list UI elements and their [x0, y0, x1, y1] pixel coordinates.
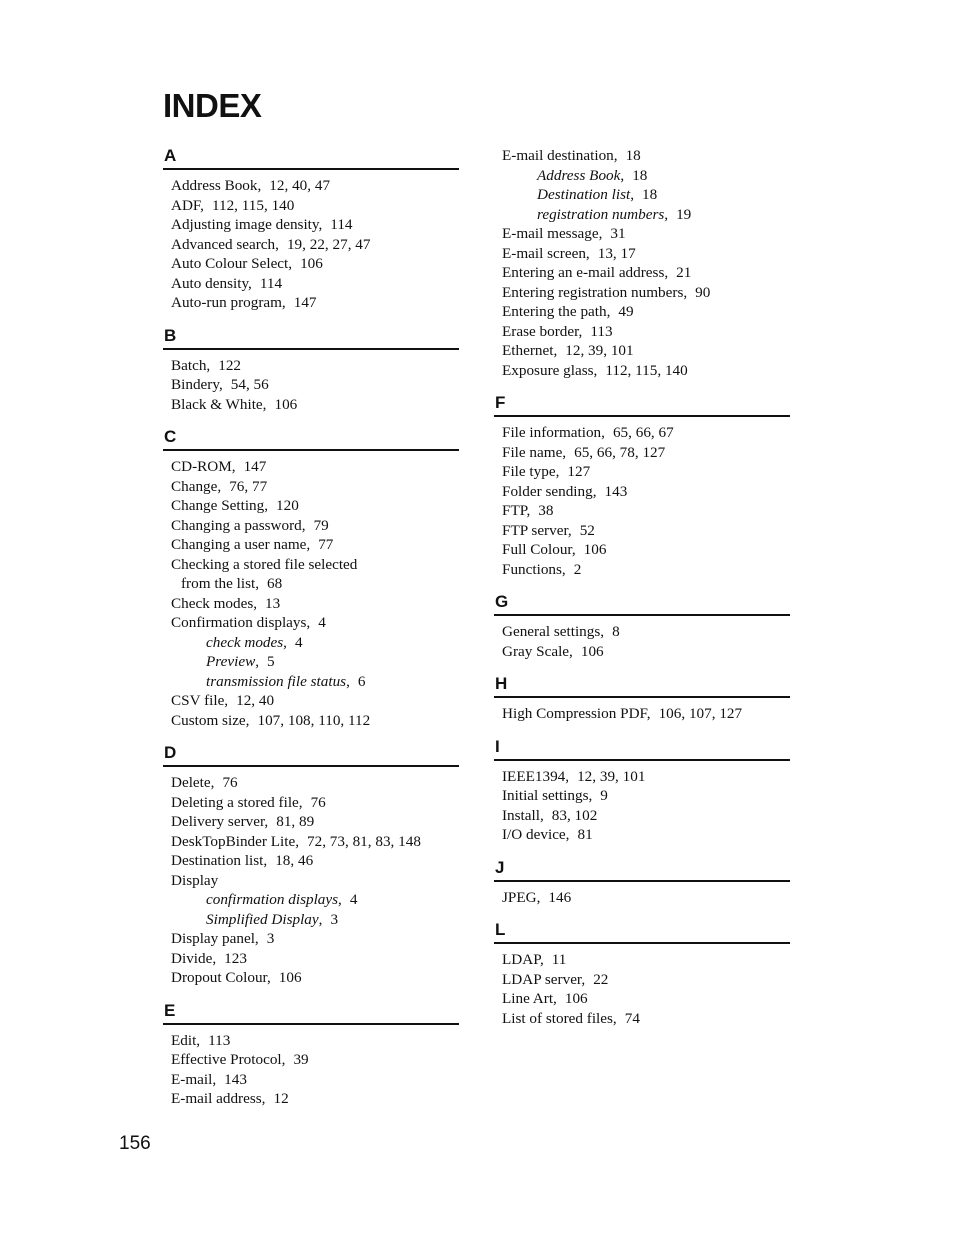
index-entry: FTP, 38	[502, 502, 554, 519]
index-entry: E-mail screen, 13, 17	[502, 244, 636, 262]
index-entry: I/O device, 81	[502, 826, 593, 843]
index-entry: Effective Protocol, 39	[171, 1051, 309, 1068]
index-entry: E-mail address, 12	[171, 1090, 289, 1107]
index-entry: IEEE1394, 12, 39, 101	[502, 767, 646, 785]
section-heading: C	[163, 424, 459, 451]
index-entry: Changing a user name, 77	[171, 536, 334, 553]
index-section-b	[163, 323, 459, 415]
index-entry: Full Colour, 106	[502, 541, 607, 558]
index-entry: Entering the path, 49	[502, 303, 634, 320]
index-entry: Check modes, 13	[171, 594, 281, 612]
index-entry: E-mail, 143	[171, 1070, 247, 1088]
section-heading: G	[494, 589, 790, 616]
index-subentry: Address Book, 18	[537, 166, 648, 184]
page-number: 156	[119, 1133, 151, 1154]
index-section-h	[494, 671, 790, 724]
index-subentry: Destination list, 18	[537, 186, 658, 203]
index-entry: High Compression PDF, 106, 107, 127	[502, 705, 743, 722]
index-entry: Changing a password, 79	[171, 516, 329, 534]
index-entry: File information, 65, 66, 67	[502, 424, 674, 441]
index-section-e	[163, 998, 459, 1109]
index-entry: Change, 76, 77	[171, 477, 268, 495]
index-entry: Edit, 113	[171, 1031, 231, 1049]
index-entry: Functions, 2	[502, 560, 582, 578]
index-entry: Auto-run program, 147	[171, 294, 317, 311]
index-entry: JPEG, 146	[502, 888, 572, 906]
index-entry: Display	[171, 871, 219, 889]
index-entry: CSV file, 12, 40	[171, 692, 275, 709]
index-entry: Delivery server, 81, 89	[171, 813, 315, 830]
index-entry: E-mail destination, 18	[502, 147, 641, 164]
index-entry: Install, 83, 102	[502, 806, 598, 824]
index-entry: Divide, 123	[171, 949, 247, 967]
index-entry: File type, 127	[502, 463, 591, 480]
index-section-d	[163, 740, 459, 988]
section-heading: E	[163, 998, 459, 1025]
index-entry: Bindery, 54, 56	[171, 376, 269, 393]
index-entry: Advanced search, 19, 22, 27, 47	[171, 235, 371, 253]
index-entry: Checking a stored file selected from the list, 68	[171, 555, 358, 592]
index-entry: Delete, 76	[171, 774, 238, 791]
section-heading: H	[494, 671, 790, 698]
section-heading: A	[163, 143, 459, 170]
index-entry: Erase border, 113	[502, 322, 613, 340]
index-entry: Ethernet, 12, 39, 101	[502, 342, 634, 359]
index-section-c	[163, 424, 459, 730]
section-heading: I	[494, 734, 790, 761]
index-subentry: Preview, 5	[206, 653, 275, 670]
index-entry: Deleting a stored file, 76	[171, 793, 326, 811]
index-entry: ADF, 112, 115, 140	[171, 196, 295, 214]
index-entry: DeskTopBinder Lite, 72, 73, 81, 83, 148	[171, 832, 421, 850]
section-heading: L	[494, 917, 790, 944]
index-entry: Black & White, 106	[171, 395, 298, 413]
index-entry: Adjusting image density, 114	[171, 216, 353, 233]
index-subentry: Simplified Display, 3	[206, 910, 339, 928]
index-column-left	[163, 143, 459, 1119]
index-entry: Exposure glass, 112, 115, 140	[502, 361, 688, 379]
index-subentry: confirmation displays, 4	[206, 891, 358, 908]
index-entry: Change Setting, 120	[171, 497, 299, 514]
index-entry: Auto Colour Select, 106	[171, 255, 323, 272]
index-entry: Gray Scale, 106	[502, 642, 604, 660]
index-entry: File name, 65, 66, 78, 127	[502, 443, 666, 461]
index-entry: Line Art, 106	[502, 990, 588, 1007]
index-column-right	[494, 146, 790, 1038]
index-entry: FTP server, 52	[502, 521, 595, 539]
section-heading: B	[163, 323, 459, 350]
index-subentry: transmission file status, 6	[206, 672, 366, 690]
index-entry: Custom size, 107, 108, 110, 112	[171, 711, 371, 729]
index-entry: Folder sending, 143	[502, 482, 628, 500]
index-section-g	[494, 589, 790, 661]
index-section-j	[494, 855, 790, 908]
index-entry: Confirmation displays, 4	[171, 614, 326, 631]
index-entry: CD-ROM, 147	[171, 458, 267, 475]
index-entry: Auto density, 114	[171, 274, 283, 292]
index-entry: Destination list, 18, 46	[171, 852, 314, 869]
index-entry: Initial settings, 9	[502, 787, 608, 804]
index-section-i	[494, 734, 790, 845]
index-section-f	[494, 390, 790, 579]
section-heading: F	[494, 390, 790, 417]
index-subentry: check modes, 4	[206, 633, 303, 651]
index-subentry: registration numbers, 19	[537, 205, 692, 223]
index-entry: E-mail message, 31	[502, 225, 626, 242]
index-section-a	[163, 143, 459, 313]
index-entry: Display panel, 3	[171, 930, 275, 947]
index-entry: LDAP, 11	[502, 951, 567, 968]
section-heading: D	[163, 740, 459, 767]
index-entry: Entering registration numbers, 90	[502, 283, 711, 301]
index-entry: Dropout Colour, 106	[171, 969, 302, 986]
index-entry: General settings, 8	[502, 623, 620, 640]
index-entry: List of stored files, 74	[502, 1009, 640, 1027]
index-entry: LDAP server, 22	[502, 970, 609, 988]
index-section-l	[494, 917, 790, 1028]
index-entry: Address Book, 12, 40, 47	[171, 177, 331, 194]
section-heading: J	[494, 855, 790, 882]
index-entry: Batch, 122	[171, 356, 242, 374]
page-title: INDEX	[163, 87, 262, 124]
index-entry: Entering an e-mail address, 21	[502, 264, 692, 281]
index-section-e-continued	[494, 146, 790, 380]
